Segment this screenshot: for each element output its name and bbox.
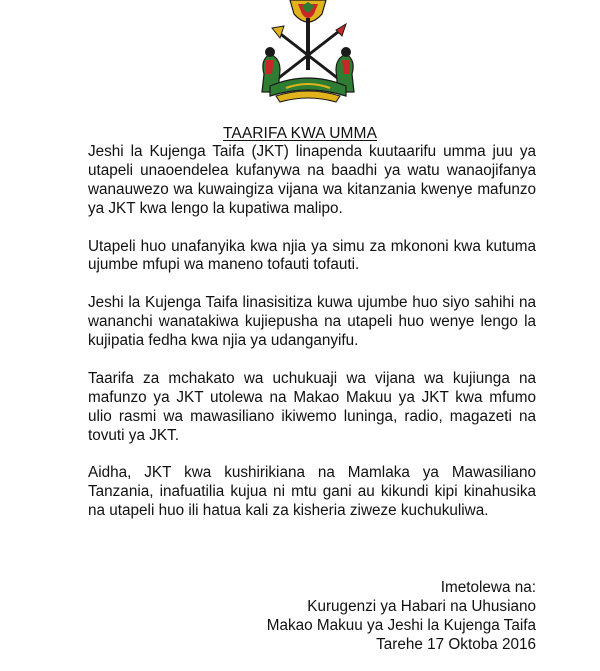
signature-headquarters: Makao Makuu ya Jeshi la Kujenga Taifa bbox=[266, 616, 536, 634]
document-title: TAARIFA KWA UMMA bbox=[222, 125, 378, 142]
paragraph: Jeshi la Kujenga Taifa (JKT) linapenda kuutaarifu umma juu ya utapeli unaoendelea kufanywa na baadhi ya watu wanaojifanya wanauwezo wa kuwaingiza vijana wa kitanzania kwenye mafunzo ya JKT kwa lengo la kupatiwa malipo. bbox=[88, 143, 536, 217]
paragraph: Aidha, JKT kwa kushirikiana na Mamlaka ya Mawasiliano Tanzania, inafuatilia kujua ni mtu gani au kikundi kipi kinahusika na utapeli huo ili hatua kali za kisheria ziweze kuchukuliwa. bbox=[88, 464, 536, 520]
signature-issued-by: Imetolewa na: bbox=[440, 579, 536, 596]
signature-department: Kurugenzi ya Habari na Uhusiano bbox=[307, 597, 536, 615]
paragraph: Jeshi la Kujenga Taifa linasisitiza kuwa ujumbe huo siyo sahihi na wananchi wanatakiwa kujiepusha na utapeli huo wenye lengo la kujipatia fedha kwa njia ya udanganyifu. bbox=[88, 294, 536, 350]
jkt-emblem-icon bbox=[250, 0, 366, 104]
paragraph: Taarifa za mchakato wa uchukuaji wa vijana wa kujiunga na mafunzo ya JKT utolewa na Makao Makuu ya JKT kwa mfumo ulio rasmi wa mawasiliano ikiwemo luninga, radio, magazeti na tovuti ya JKT. bbox=[88, 369, 536, 444]
document-body bbox=[88, 143, 536, 540]
signature-date: Tarehe 17 Oktoba 2016 bbox=[376, 635, 536, 653]
signature-block bbox=[267, 579, 536, 655]
paragraph: Utapeli huo unafanyika kwa njia ya simu za mkononi kwa kutuma ujumbe mfupi wa maneno tofauti tofauti. bbox=[88, 237, 536, 274]
